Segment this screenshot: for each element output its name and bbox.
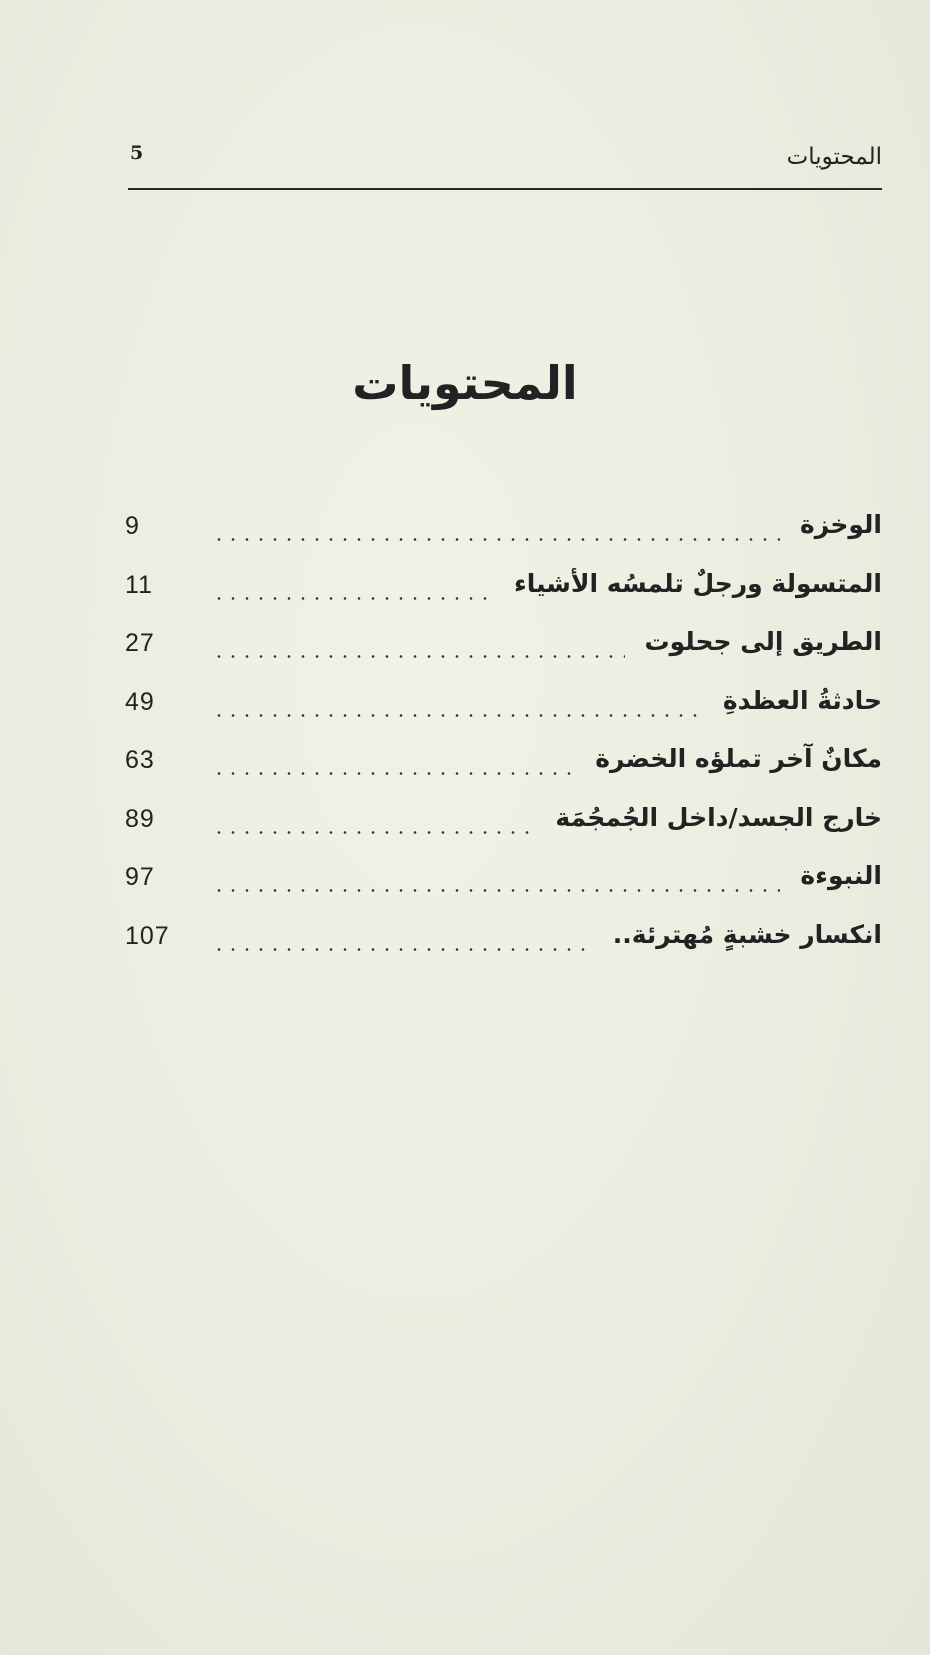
toc-page-number: 27 (125, 629, 155, 657)
toc-page-number: 107 (125, 921, 170, 950)
toc-dot-leader (212, 508, 780, 567)
toc-page-number: 63 (125, 746, 155, 774)
toc-entry-title: الطريق إلى جحلوت (644, 627, 882, 656)
toc-page-number: 97 (125, 863, 155, 891)
toc-entry (122, 859, 882, 918)
toc-page-number: 49 (125, 687, 155, 716)
toc-entry-title: انكسار خشبةٍ مُهترئة.. (612, 919, 882, 949)
toc-entry (122, 567, 882, 626)
toc-entry (122, 625, 882, 684)
table-of-contents (122, 508, 882, 976)
toc-entry-title: النبوءة (800, 861, 882, 890)
toc-entry-title: الوخزة (800, 510, 882, 539)
toc-entry-title: المتسولة ورجلٌ تلمسُه الأشياء (513, 568, 882, 598)
header-title: المحتويات (786, 144, 882, 170)
toc-dot-leader (212, 859, 780, 918)
header-rule (128, 188, 882, 190)
toc-page-number: 89 (125, 804, 155, 833)
toc-entry (122, 918, 882, 977)
toc-dot-leader (212, 742, 575, 801)
toc-entry-title: مكانٌ آخر تملؤه الخضرة (595, 744, 882, 773)
toc-dot-leader (212, 918, 593, 977)
page-title: المحتويات (352, 356, 578, 410)
toc-dot-leader (212, 625, 625, 684)
toc-entry (122, 684, 882, 743)
toc-entry (122, 742, 882, 801)
toc-dot-leader (212, 567, 494, 626)
toc-page-number: 11 (125, 570, 153, 599)
toc-page-number: 9 (125, 512, 140, 540)
toc-entry (122, 801, 882, 860)
toc-entry-title: حادثةُ العظدةِ (722, 685, 882, 715)
toc-entry (122, 508, 882, 567)
toc-dot-leader (212, 684, 703, 743)
running-header (128, 140, 882, 188)
toc-entry-title: خارج الجسد/داخل الجُمجُمَة (555, 802, 882, 832)
header-page-number: 5 (130, 142, 144, 164)
toc-dot-leader (212, 801, 535, 860)
